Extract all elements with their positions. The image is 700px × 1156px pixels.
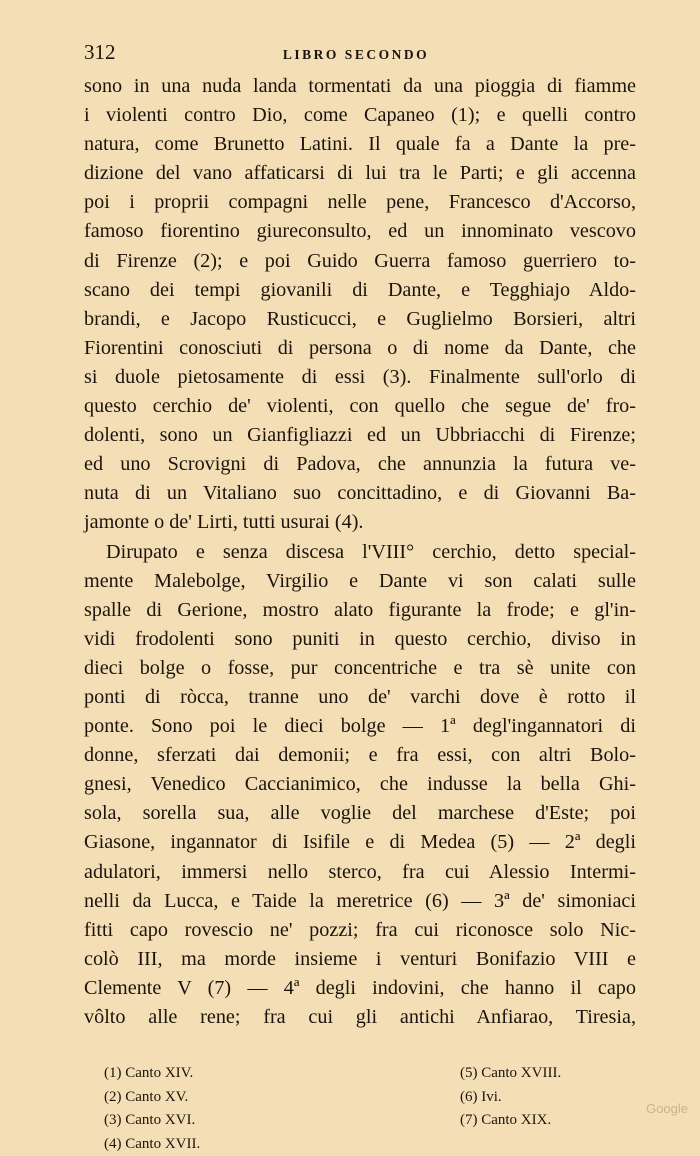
text-line: Fiorentini conosciuti di persona o di nome da Dante, che xyxy=(84,336,636,359)
text-line: Clemente V (7) — 4ª degli indovini, che hanno il capo xyxy=(84,976,636,999)
footnotes-right-column xyxy=(460,1062,636,1156)
text-line: sola, sorella sua, alle voglie del marchese d'Este; poi xyxy=(84,802,636,825)
text-line: dizione del vano affaticarsi di lui tra le Parti; e gli accenna xyxy=(84,162,636,185)
text-line: jamonte o de' Lirti, tutti usurai (4). xyxy=(84,511,364,534)
text-line: gnesi, Venedico Caccianimico, che indusse la bella Ghi- xyxy=(84,773,636,796)
text-line: mente Malebolge, Virgilio e Dante vi son calati sulle xyxy=(84,569,636,592)
text-line: dieci bolge o fosse, pur concentriche e tra sè unite con xyxy=(84,656,636,679)
text-line: ponte. Sono poi le dieci bolge — 1ª degl'ingannatori di xyxy=(84,715,636,738)
footnotes xyxy=(104,1062,636,1156)
text-line: Giasone, ingannator di Isifile e di Medea (5) — 2ª degli xyxy=(84,831,636,854)
text-line: dolenti, sono un Gianfigliazzi ed un Ubbriacchi di Firenze; xyxy=(84,424,636,447)
text-line: sono in una nuda landa tormentati da una pioggia di fiamme xyxy=(84,75,636,97)
footnote: (6) Ivi. xyxy=(459,1088,502,1105)
footnote: (3) Canto XVI. xyxy=(104,1112,196,1129)
footnote: (7) Canto XIX. xyxy=(459,1112,552,1129)
text-line: di Firenze (2); e poi Guido Guerra famoso guerriero to- xyxy=(84,249,636,272)
footnote: (1) Canto XIV. xyxy=(104,1065,194,1082)
text-line: brandi, e Jacopo Rusticucci, e Guglielmo Borsieri, altri xyxy=(84,307,636,330)
text-line: poi i proprii compagni nelle pene, Francesco d'Accorso, xyxy=(84,191,636,214)
footnotes-left-column xyxy=(104,1062,460,1156)
text-line: donne, sferzati dai demonii; e fra essi, con altri Bolo- xyxy=(84,744,636,767)
text-line: spalle di Gerione, mostro alato figurante la frode; e gl'in- xyxy=(84,598,636,621)
footnote: (2) Canto XV. xyxy=(104,1088,189,1105)
page-header xyxy=(84,40,636,72)
running-title: LIBRO SECONDO xyxy=(282,47,430,62)
text-line: natura, come Brunetto Latini. Il quale fa a Dante la pre- xyxy=(84,133,636,156)
google-watermark: Google xyxy=(646,1101,688,1116)
text-line: fitti capo rovescio ne' pozzi; fra cui riconosce solo Nic- xyxy=(84,918,636,941)
text-line: nelli da Lucca, e Taide la meretrice (6) — 3ª de' simoniaci xyxy=(84,889,636,912)
text-line: ed uno Scrovigni di Padova, che annunzia la futura ve- xyxy=(84,453,636,476)
page-number: 312 xyxy=(84,40,116,64)
text-line: colò III, ma morde insieme i venturi Bonifazio VIII e xyxy=(84,947,636,970)
text-line: famoso fiorentino giureconsulto, ed un innominato vescovo xyxy=(84,220,636,243)
text-line: ponti di ròcca, tranne uno de' varchi dove è rotto il xyxy=(84,685,636,708)
book-page xyxy=(84,40,636,1156)
text-line: vidi frodolenti sono puniti in questo cerchio, diviso in xyxy=(84,627,636,650)
body-text xyxy=(84,72,636,1032)
text-line: i violenti contro Dio, come Capaneo (1); e quelli contro xyxy=(84,104,636,127)
footnote: (4) Canto XVII. xyxy=(104,1135,201,1152)
text-line: Dirupato e senza discesa l'VIII° cerchio, detto special- xyxy=(106,540,636,563)
text-line: nuta di un Vitaliano suo concittadino, e di Giovanni Ba- xyxy=(84,482,636,505)
text-line: scano dei tempi giovanili di Dante, e Tegghiajo Aldo- xyxy=(84,278,636,301)
footnote: (5) Canto XVIII. xyxy=(459,1065,562,1082)
text-line: questo cerchio de' violenti, con quello che segue de' fro- xyxy=(84,395,636,418)
text-line: adulatori, immersi nello sterco, fra cui Alessio Intermi- xyxy=(84,860,636,883)
text-line: si duole pietosamente di essi (3). Finalmente sull'orlo di xyxy=(84,365,636,388)
text-line: vôlto alle rene; fra cui gli antichi Anfiarao, Tiresia, xyxy=(84,1006,636,1028)
